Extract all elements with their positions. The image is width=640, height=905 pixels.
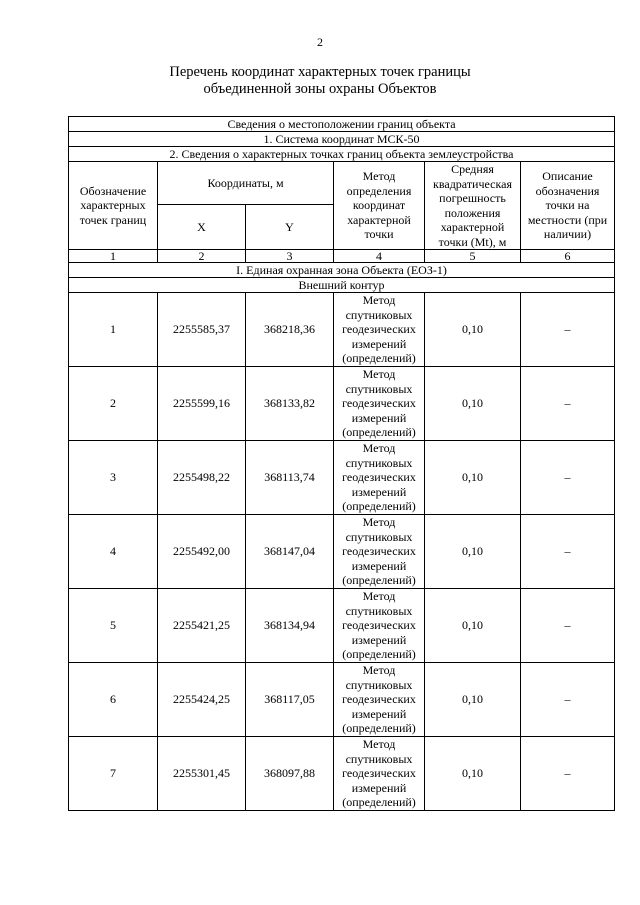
point-number: 1 [69,293,158,367]
coordinate-x: 2255424,25 [158,663,246,737]
description-cell: – [521,589,615,663]
description-cell: – [521,441,615,515]
error-cell: 0,10 [425,293,521,367]
header-designation: Обозначение характерных точек границ [69,162,158,250]
coordinate-x: 2255492,00 [158,515,246,589]
table-row [69,589,615,663]
coordinates-table [68,116,615,811]
coordinate-y: 368113,74 [246,441,334,515]
header-x: X [158,205,246,250]
column-number: 2 [158,250,246,263]
header-error: Средняя квадратическая погрешность положения характерной точки (Mt), м [425,162,521,250]
point-number: 3 [69,441,158,515]
error-cell: 0,10 [425,737,521,811]
error-cell: 0,10 [425,663,521,737]
coordinate-y: 368147,04 [246,515,334,589]
point-number: 5 [69,589,158,663]
header-method: Метод определения координат характерной точки [334,162,425,250]
document-title [0,64,640,98]
description-cell: – [521,367,615,441]
point-number: 6 [69,663,158,737]
method-cell: Метод спутниковых геодезических измерений (определений) [334,737,425,811]
coordinate-x: 2255498,22 [158,441,246,515]
description-cell: – [521,663,615,737]
header-y: Y [246,205,334,250]
coordinate-y: 368218,36 [246,293,334,367]
table-caption: Сведения о местоположении границ объекта [69,117,615,132]
column-number: 3 [246,250,334,263]
coordinate-x: 2255599,16 [158,367,246,441]
error-cell: 0,10 [425,589,521,663]
coordinate-y: 368097,88 [246,737,334,811]
points-info-row: 2. Сведения о характерных точках границ объекта землеустройства [69,147,615,162]
error-cell: 0,10 [425,367,521,441]
table-row [69,293,615,367]
coordinate-x: 2255421,25 [158,589,246,663]
column-number: 4 [334,250,425,263]
title-line-1: Перечень координат характерных точек границы [169,64,471,80]
header-coordinates: Координаты, м [158,162,334,205]
method-cell: Метод спутниковых геодезических измерений (определений) [334,367,425,441]
table-row [69,515,615,589]
column-number: 1 [69,250,158,263]
table-row [69,441,615,515]
table-row [69,367,615,441]
point-number: 7 [69,737,158,811]
coordinate-x: 2255301,45 [158,737,246,811]
method-cell: Метод спутниковых геодезических измерений (определений) [334,441,425,515]
coordinate-system-row: 1. Система координат МСК-50 [69,132,615,147]
description-cell: – [521,293,615,367]
page-number: 2 [317,35,323,49]
table-row [69,663,615,737]
coordinate-y: 368133,82 [246,367,334,441]
contour-title: Внешний контур [69,278,615,293]
header-description: Описание обозначения точки на местности (при наличии) [521,162,615,250]
column-number: 6 [521,250,615,263]
title-line-2: объединенной зоны охраны Объектов [203,81,437,97]
coordinate-y: 368134,94 [246,589,334,663]
method-cell: Метод спутниковых геодезических измерений (определений) [334,663,425,737]
error-cell: 0,10 [425,515,521,589]
method-cell: Метод спутниковых геодезических измерений (определений) [334,589,425,663]
table-row [69,737,615,811]
error-cell: 0,10 [425,441,521,515]
description-cell: – [521,737,615,811]
point-number: 4 [69,515,158,589]
coordinate-x: 2255585,37 [158,293,246,367]
column-number: 5 [425,250,521,263]
method-cell: Метод спутниковых геодезических измерений (определений) [334,293,425,367]
zone-title: I. Единая охранная зона Объекта (ЕОЗ-1) [69,263,615,278]
coordinate-y: 368117,05 [246,663,334,737]
point-number: 2 [69,367,158,441]
description-cell: – [521,515,615,589]
method-cell: Метод спутниковых геодезических измерений (определений) [334,515,425,589]
